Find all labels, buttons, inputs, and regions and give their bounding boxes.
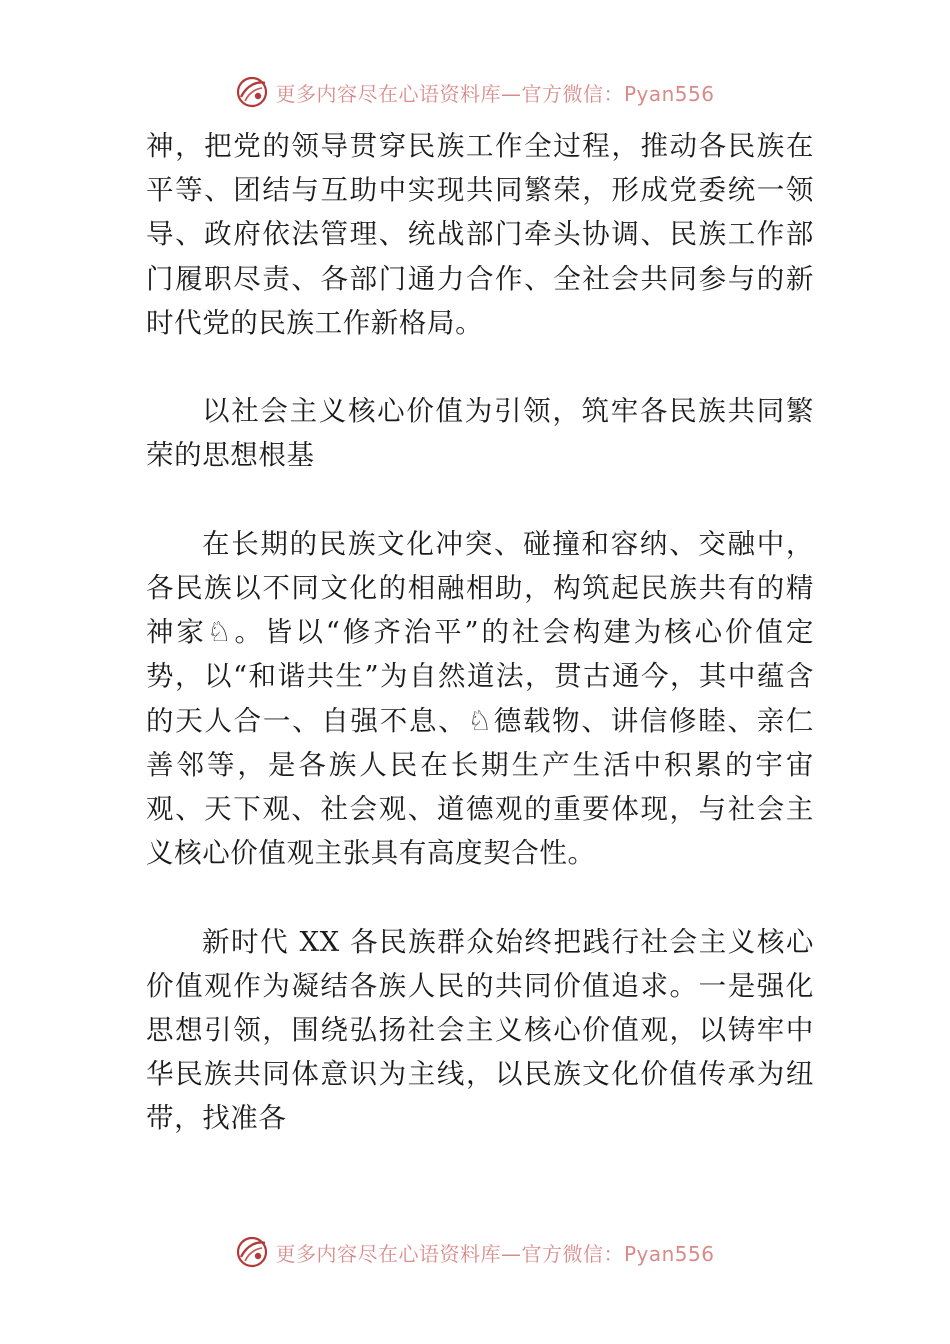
banner-text: 更多内容尽在心语资料库—官方微信：Pyan556 [275, 81, 715, 106]
brand-logo-icon [235, 75, 269, 109]
document-body [146, 124, 814, 1185]
header-banner [0, 72, 950, 112]
paragraph: 新时代 XX 各民族群众始终把践行社会主义核心价值观作为凝结各族人民的共同价值追求。一是强化思想引领，围绕弘扬社会主义核心价值观，以铸牢中华民族共同体意识为主线，以民族文化价值传承为纽带，找准各 [146, 925, 814, 1135]
brand-logo-icon [235, 1235, 269, 1269]
paragraph: 在长期的民族文化冲突、碰撞和容纳、交融中，各民族以不同文化的相融相助，构筑起民族共有的精神家♘。皆以“修齐治平”的社会构建为核心价值定势，以“和谐共生”为自然道法，贯古通今，其中蕴含的天人合一、自强不息、♘德载物、讲信修睦、亲仁善邻等，是各族人民在长期生产生活中积累的宇宙观、天下观、社会观、道德观的重要体现，与社会主义核心价值观主张具有高度契合性。 [146, 527, 814, 870]
section-heading: 以社会主义核心价值为引领，筑牢各民族共同繁荣的思想根基 [146, 395, 814, 472]
paragraph-continuation: 神，把党的领导贯穿民族工作全过程，推动各民族在平等、团结与互助中实现共同繁荣，形成党委统一领导、政府依法管理、统战部门牵头协调、民族工作部门履职尽责、各部门通力合作、全社会共同参与的新时代党的民族工作新格局。 [146, 130, 814, 339]
banner-text: 更多内容尽在心语资料库—官方微信：Pyan556 [275, 1241, 715, 1266]
footer-banner [0, 1232, 950, 1272]
